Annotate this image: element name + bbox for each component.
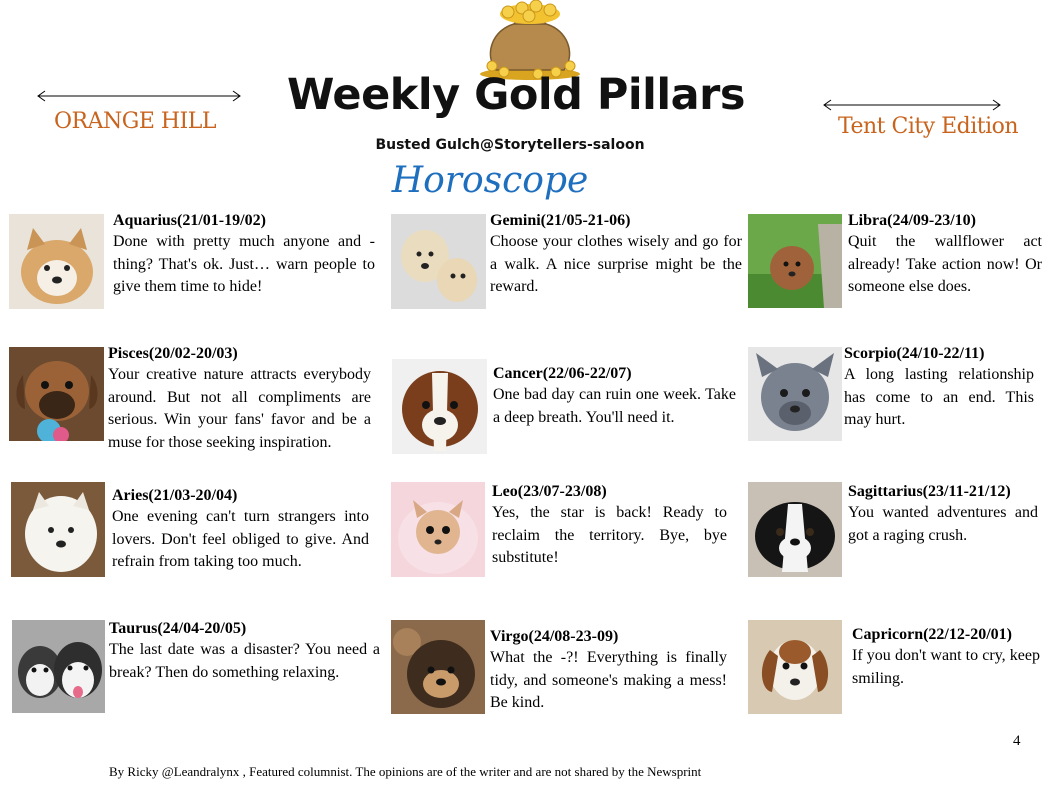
footer-credit: By Ricky @Leandralynx , Featured columnist. The opinions are of the writer and are not shared by the Newsprint [109, 764, 702, 779]
sign-heading: Aquarius(21/01-19/02) [113, 212, 266, 229]
horoscope-entry-libra [848, 211, 1042, 299]
sign-heading: Virgo(24/08-23-09) [490, 628, 619, 645]
sign-text: If you don't want to cry, keep smiling. [852, 647, 1040, 687]
section-title: Horoscope [391, 160, 589, 201]
puppy-saint-bernard-icon [392, 359, 487, 454]
sign-heading: Cancer(22/06-22/07) [493, 365, 632, 382]
sign-heading: Leo(23/07-23/08) [492, 483, 607, 500]
horoscope-entry-gemini [490, 211, 742, 299]
sign-heading: Libra(24/09-23/10) [848, 212, 976, 229]
puppy-retriever-icon [391, 214, 486, 309]
puppy-pitbull-icon [748, 347, 842, 441]
puppy-boxer-icon [9, 347, 104, 441]
double-arrow-right [822, 99, 1002, 111]
puppy-akita-icon [9, 214, 104, 309]
page-title: Weekly Gold Pillars [287, 70, 745, 120]
right-edition-label: Tent City Edition [838, 114, 1019, 139]
sign-heading: Capricorn(22/12-20/01) [852, 626, 1012, 643]
sign-text: You wanted adventures and got a raging crush. [848, 504, 1038, 544]
sign-heading: Sagittarius(23/11-21/12) [848, 483, 1011, 500]
sign-heading: Gemini(21/05-21-06) [490, 212, 631, 229]
sign-heading: Pisces(20/02-20/03) [108, 345, 238, 362]
sign-text: Quit the wallflower act already! Take action now! Or someone else does. [848, 233, 1042, 295]
horoscope-entry-taurus [109, 619, 380, 684]
horoscope-entry-cancer [493, 364, 736, 429]
page-number: 4 [1013, 733, 1021, 749]
sign-text: One evening can't turn strangers into lovers. Don't feel obliged to give. And refrain from taking too much. [112, 508, 369, 570]
puppy-beagle-icon [748, 620, 842, 714]
horoscope-entry-capricorn [852, 625, 1040, 690]
sign-heading: Aries(21/03-20/04) [112, 487, 238, 504]
sign-text: One bad day can ruin one week. Take a deep breath. You'll need it. [493, 386, 736, 426]
puppy-chihuahua-icon [391, 482, 485, 577]
puppy-chow-icon [391, 620, 485, 714]
left-edition-label: ORANGE HILL [54, 109, 216, 134]
sign-text: A long lasting relationship has come to an end. This may hurt. [844, 366, 1034, 428]
sign-text: What the -?! Everything is finally tidy, and someone's making a mess! Be kind. [490, 649, 727, 711]
horoscope-entry-aries [112, 486, 369, 574]
page-subtitle: Busted Gulch@Storytellers-saloon [375, 137, 645, 153]
horoscope-entry-scorpio [844, 344, 1034, 432]
sign-text: Done with pretty much anyone and -thing? That's ok. Just… warn people to give them time to hide! [113, 233, 375, 295]
sign-heading: Scorpio(24/10-22/11) [844, 345, 985, 362]
sign-text: Choose your clothes wisely and go for a walk. A nice surprise might be the reward. [490, 233, 742, 295]
sign-heading: Taurus(24/04-20/05) [109, 620, 247, 637]
sign-text: The last date was a disaster? You need a break? Then do something relaxing. [109, 641, 380, 681]
puppy-samoyed-icon [11, 482, 105, 577]
puppy-husky-icon [12, 620, 105, 713]
double-arrow-left [36, 90, 242, 102]
horoscope-entry-virgo [490, 627, 727, 715]
horoscope-entry-aquarius [113, 211, 375, 299]
horoscope-entry-pisces [108, 344, 371, 454]
puppy-border-collie-icon [748, 482, 842, 577]
sign-text: Your creative nature attracts everybody around. But not all compliments are serious. Win your fans' favor and be a muse for those seeking inspiration. [108, 366, 371, 451]
horoscope-entry-sagittarius [848, 482, 1038, 547]
gold-bag-logo [474, 0, 586, 80]
sign-text: Yes, the star is back! Ready to reclaim the territory. Bye, bye substitute! [492, 504, 727, 566]
horoscope-entry-leo [492, 482, 727, 570]
puppy-poodle-icon [748, 214, 842, 308]
